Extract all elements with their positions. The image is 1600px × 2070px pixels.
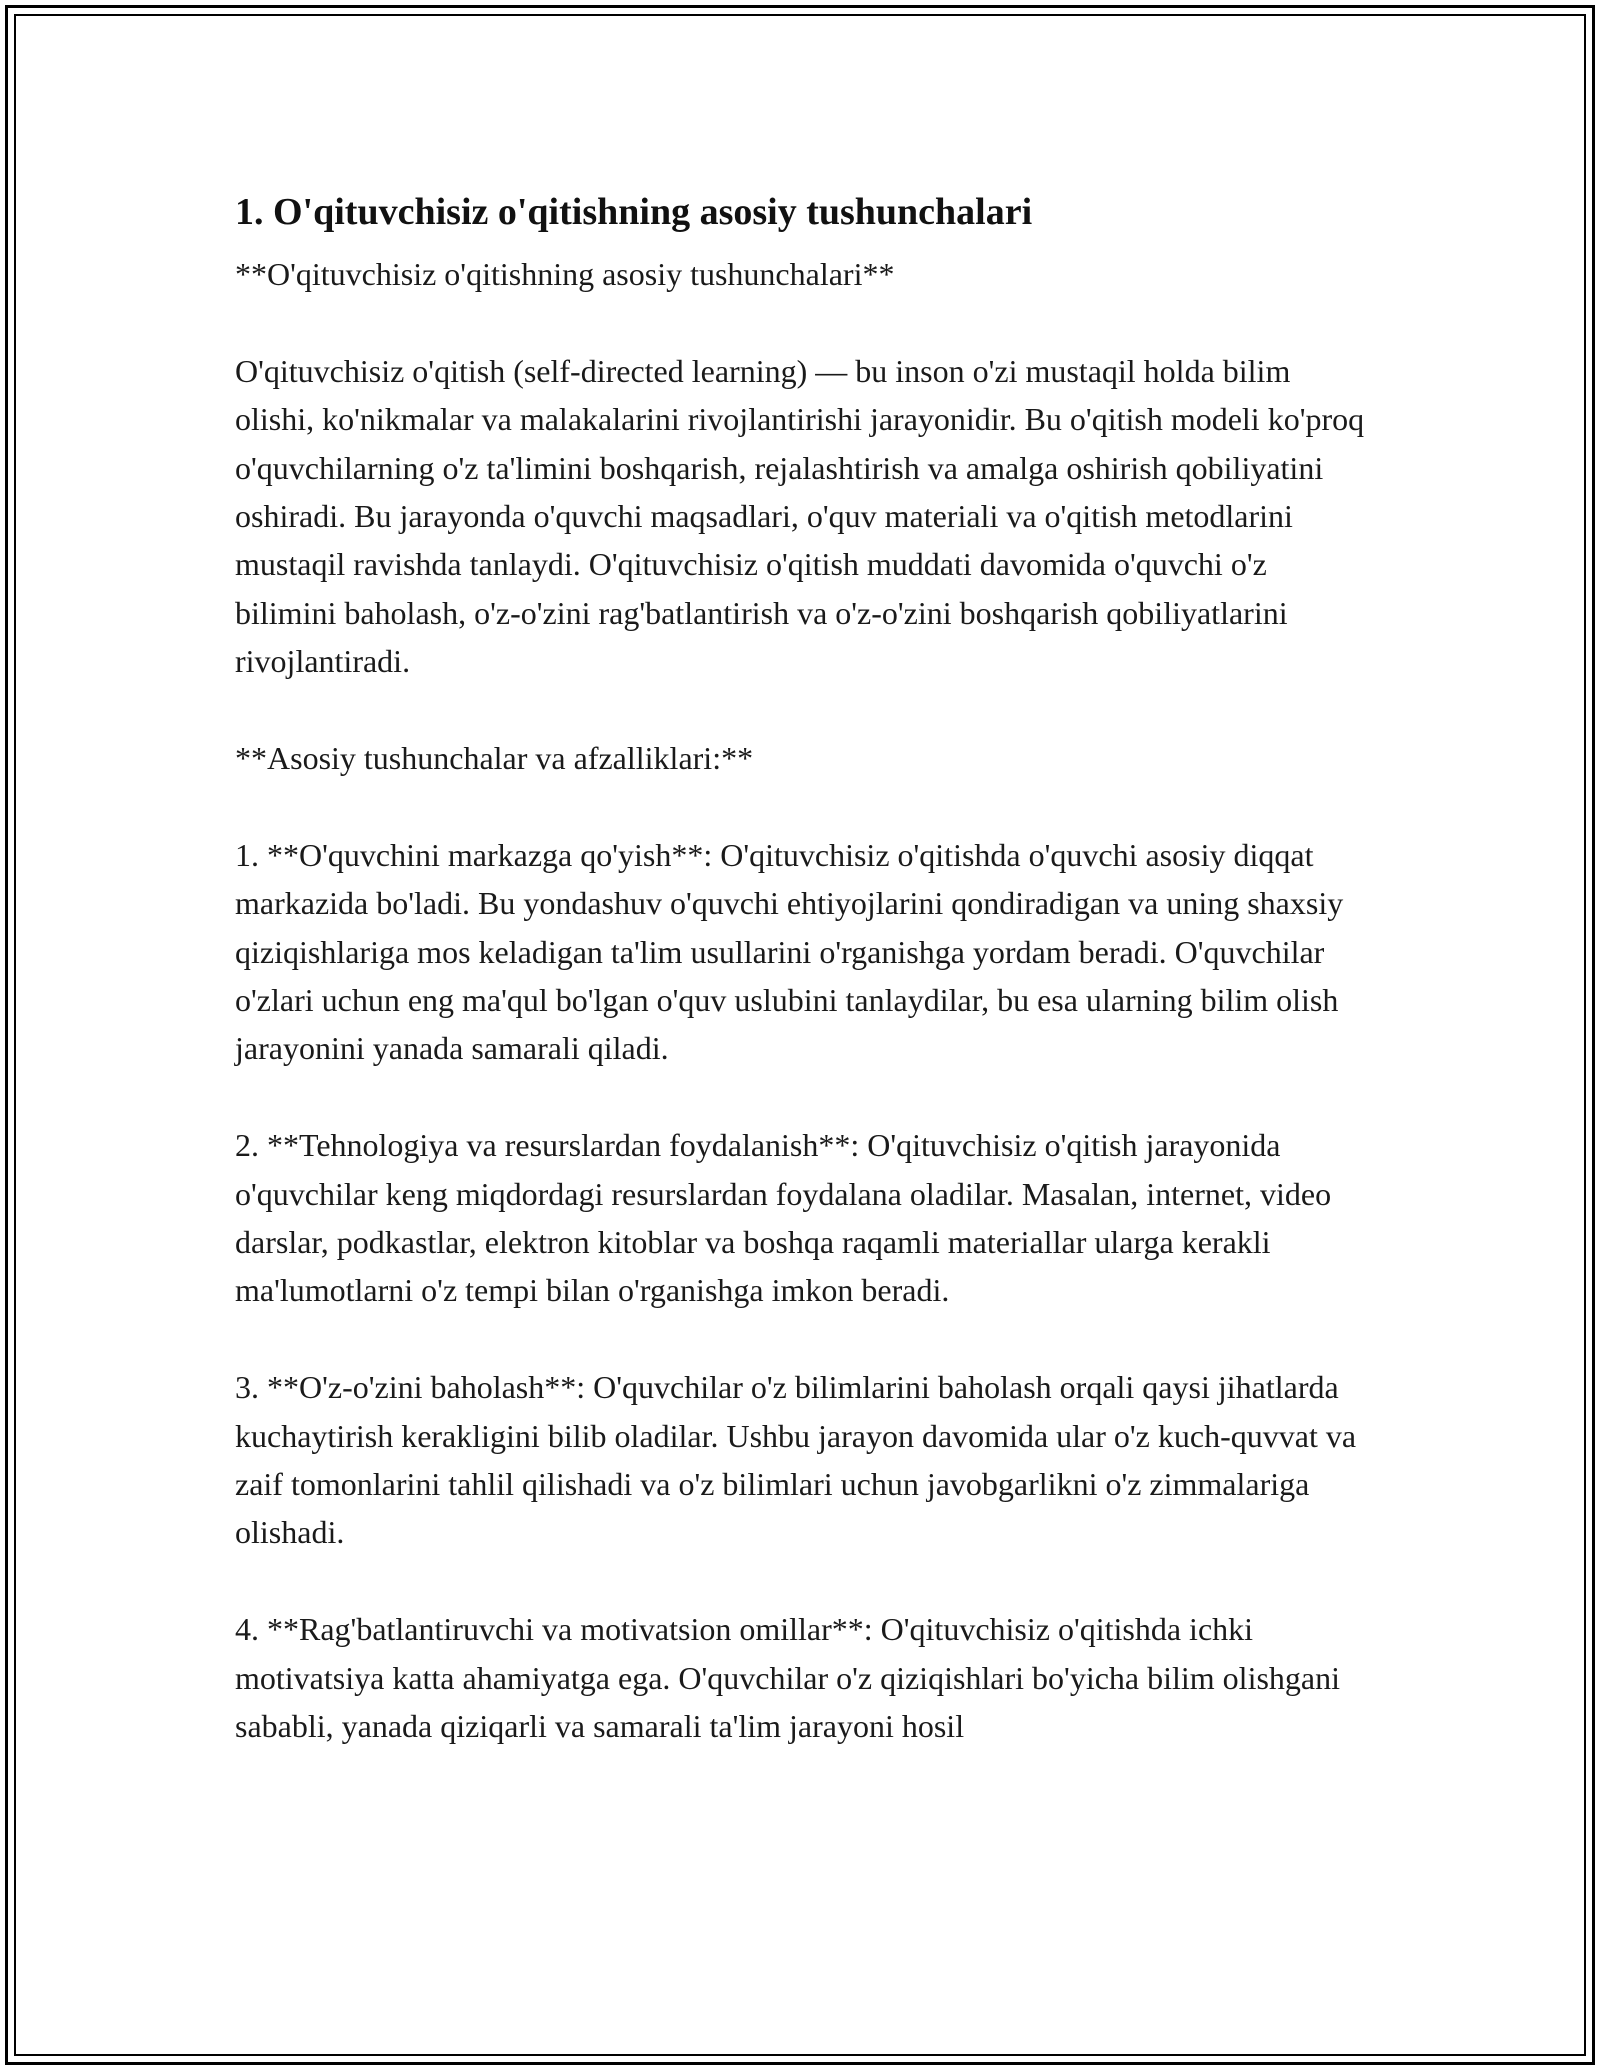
section-heading-paragraph: **Asosiy tushunchalar va afzalliklari:** <box>235 740 754 777</box>
document-title: 1. O'qituvchisiz o'qitishning asosiy tushunchalari <box>235 191 1033 233</box>
subheading-paragraph: **O'qituvchisiz o'qitishning asosiy tushunchalari** <box>235 256 895 292</box>
list-item-4: 4. **Rag'batlantiruvchi va motivatsion omillar**: O'qituvchisiz o'qitishda ichki motivatsiya katta ahamiyatga ega. O'quvchilar o'z qiziqishlari bo'yicha bilim olishgani sababli, yanada qiziqarli va samarali ta'lim jarayoni hosil <box>235 1611 1340 1745</box>
list-item-2: 2. **Tehnologiya va resurslardan foydalanish**: O'qituvchisiz o'qitish jarayonida o'quvchilar keng miqdordagi resurslardan foydalana oladilar. Masalan, internet, video darslar, podkastlar, elektron kitoblar va boshqa raqamli materiallar ularga kerakli ma'lumotlarni o'z tempi bilan o'rganishga imkon beradi. <box>235 1127 1332 1309</box>
list-item-1: 1. **O'quvchini markazga qo'yish**: O'qituvchisiz o'qitishda o'quvchi asosiy diqqat markazida bo'ladi. Bu yondashuv o'quvchi ehtiyojlarini qondiradigan va uning shaxsiy qiziqishlariga mos keladigan ta'lim usullarini o'rganishga yordam beradi. O'quvchilar o'zlari uchun eng ma'qul bo'lgan o'quv uslubini tanlaydilar, bu esa ularning bilim olish jarayonini yanada samarali qiladi. <box>235 836 1344 1067</box>
intro-paragraph: O'qituvchisiz o'qitish (self-directed learning) — bu inson o'zi mustaqil holda bilim olishi, ko'nikmalar va malakalarini rivojlantirishi jarayonidir. Bu o'qitish modeli ko'proq o'quvchilarning o'z ta'limini boshqarish, rejalashtirish va amalga oshirish qobiliyatini oshiradi. Bu jarayonda o'quvchi maqsadlari, o'quv materiali va o'qitish metodlarini mustaqil ravishda tanlaydi. O'qituvchisiz o'qitish muddati davomida o'quvchi o'z bilimini baholash, o'z-o'zini rag'batlantirish va o'z-o'zini boshqarish qobiliyatlarini rivojlantiradi. <box>235 352 1365 680</box>
list-item-3: 3. **O'z-o'zini baholash**: O'quvchilar o'z bilimlarini baholash orqali qaysi jihatlarda kuchaytirish kerakligini bilib oladilar. Ushbu jarayon davomida ular o'z kuch-quvvat va zaif tomonlarini tahlil qilishadi va o'z bilimlari uchun javobgarlikni o'z zimmalariga olishadi. <box>235 1369 1357 1551</box>
document-body <box>235 188 1375 1799</box>
